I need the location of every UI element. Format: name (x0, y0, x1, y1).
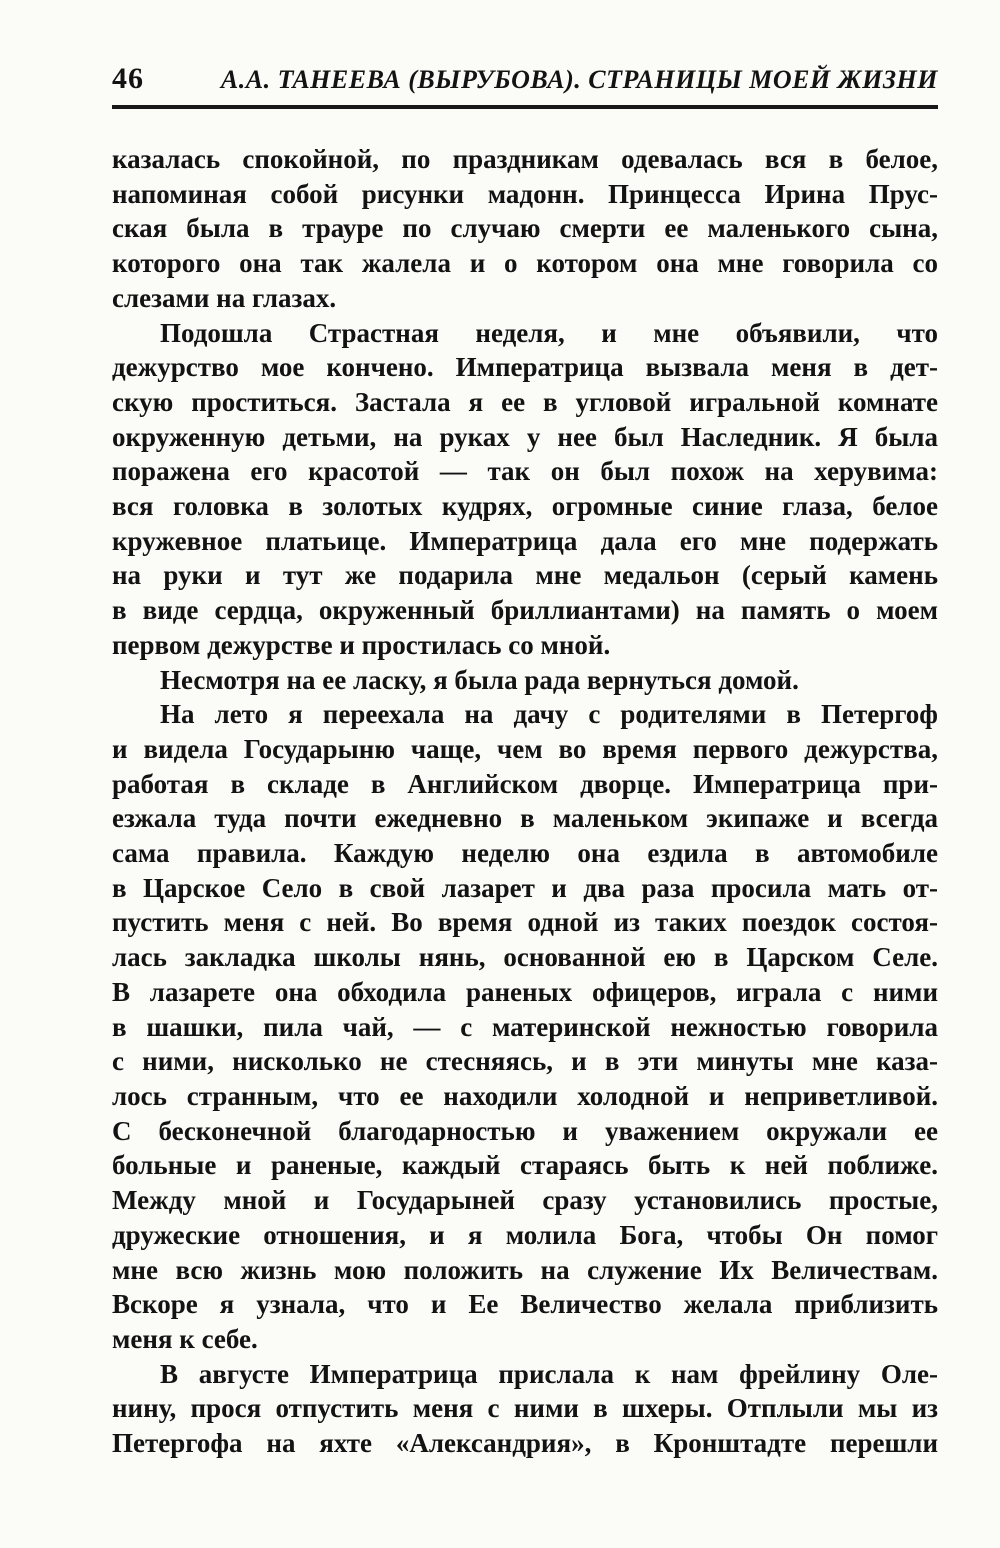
running-title: А.А. ТАНЕЕВА (ВЫРУБОВА). СТРАНИЦЫ МОЕЙ ЖИЗНИ (220, 65, 938, 94)
text-line: сама правила. Каждую неделю она ездила в автомобиле (112, 838, 938, 869)
text-line: с ними, нисколько не стесняясь, и в эти минуты мне каза- (112, 1046, 938, 1077)
text-line: Подошла Страстная неделя, и мне объявили, что (160, 317, 938, 348)
text-line: слезами на глазах. (112, 282, 337, 313)
text-line: Вскоре я узнала, что и Ее Величество желала приблизить (112, 1289, 938, 1320)
text-line: Несмотря на ее ласку, я была рада вернуться домой. (160, 664, 799, 695)
text-line: нину, прося отпустить меня с ними в шхеры. Отплыли мы из (112, 1393, 938, 1424)
text-line: и видела Государыню чаще, чем во время первого дежурства, (112, 733, 938, 764)
text-line: дежурство мое кончено. Императрица вызвала меня в дет- (112, 352, 938, 383)
paragraph (112, 663, 938, 698)
text-line: меня к себе. (112, 1323, 258, 1354)
text-line: пустить меня с ней. Во время одной из таких поездок состоя- (112, 907, 938, 938)
text-line: в виде сердца, окруженный бриллиантами) на память о моем (112, 595, 938, 626)
text-line: лось странным, что ее находили холодной и неприветливой. (112, 1080, 938, 1111)
text-line: кружевное платьице. Императрица дала его мне подержать (112, 525, 938, 556)
text-line: лась закладка школы нянь, основанной ею в Царском Селе. (112, 942, 938, 973)
text-line: вся головка в золотых кудрях, огромные синие глаза, белое (112, 491, 938, 522)
text-line: На лето я переехала на дачу с родителями в Петергоф (160, 699, 938, 730)
text-line: поражена его красотой — так он был похож на херувима: (112, 456, 938, 487)
paragraph (112, 697, 938, 1356)
text-line: В лазарете она обходила раненых офицеров, играла с ними (112, 976, 938, 1007)
text-line: ская была в трауре по случаю смерти ее маленького сына, (112, 213, 938, 244)
text-line: казалась спокойной, по праздникам одевалась вся в белое, (112, 144, 938, 174)
text-line: на руки и тут же подарила мне медальон (серый камень (112, 560, 938, 591)
text-line: первом дежурстве и простилась со мной. (112, 629, 611, 660)
paragraph (112, 142, 938, 316)
text-line: Петергофа на яхте «Александрия», в Кронштадте перешли (112, 1428, 938, 1459)
text-line: работая в складе в Английском дворце. Императрица при- (112, 768, 938, 799)
text-line: окруженную детьми, на руках у нее был Наследник. Я была (112, 421, 938, 452)
text-line: дружеские отношения, и я молила Бога, чтобы Он помог (112, 1219, 938, 1250)
paragraph (112, 316, 938, 663)
text-line: Между мной и Государыней сразу установились простые, (112, 1185, 938, 1216)
text-line: езжала туда почти ежедневно в маленьком экипаже и всегда (112, 803, 938, 834)
text-line: В августе Императрица прислала к нам фрейлину Оле- (160, 1358, 938, 1389)
text-line: мне всю жизнь мою положить на служение Их Величествам. (112, 1254, 938, 1285)
page-header (112, 62, 938, 96)
page-number: 46 (112, 62, 144, 95)
text-line: С бесконечной благодарностью и уважением окружали ее (112, 1115, 938, 1146)
page-body (112, 142, 938, 1461)
text-line: в Царское Село в свой лазарет и два раза просила мать от- (112, 872, 938, 903)
text-line: которого она так жалела и о котором она мне говорила со (112, 248, 938, 279)
text-line: скую проститься. Застала я ее в угловой игральной комнате (112, 386, 938, 417)
text-line: больные и раненые, каждый стараясь быть к ней поближе. (112, 1150, 938, 1181)
text-line: в шашки, пила чай, — с материнской нежностью говорила (112, 1011, 938, 1042)
text-line: напоминая собой рисунки мадонн. Принцесса Ирина Прус- (112, 178, 938, 209)
header-rule (112, 105, 938, 109)
paragraph (112, 1357, 938, 1461)
